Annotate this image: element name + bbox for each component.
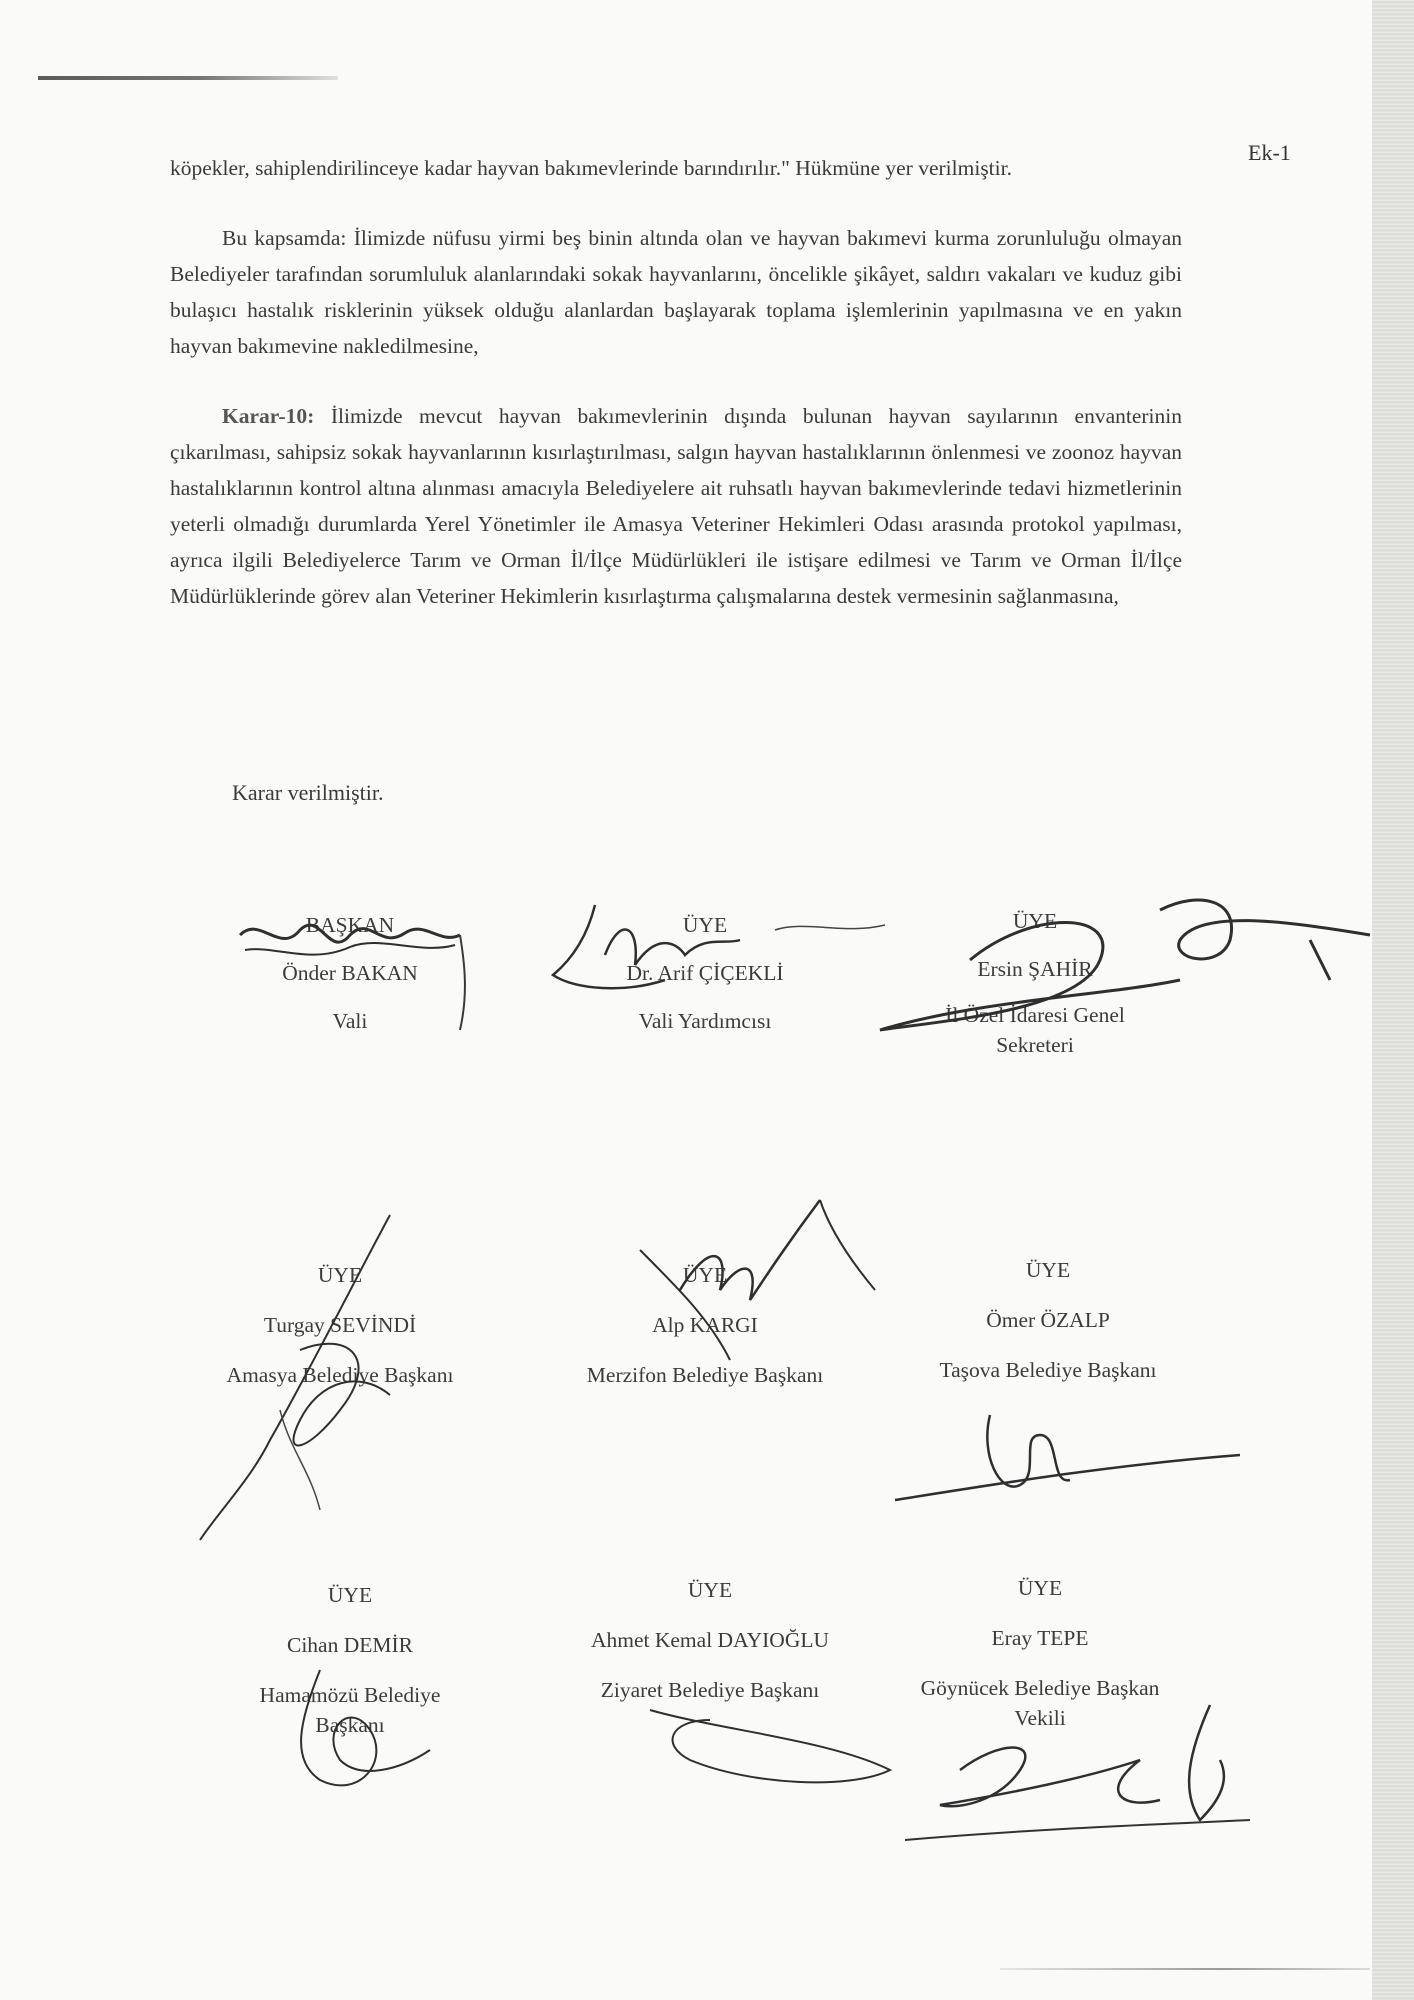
signatory-title: Göynücek Belediye Başkan	[920, 1676, 1160, 1700]
signatory-name: Önder BAKAN	[282, 961, 418, 985]
signatory-title: İl Özel İdaresi Genel	[945, 1003, 1125, 1027]
signatory-title: Amasya Belediye Başkanı	[226, 1363, 454, 1387]
signatory-role: ÜYE	[317, 1263, 363, 1287]
signatory-title: Vali	[332, 1009, 368, 1033]
signatory-member	[888, 1245, 1208, 1395]
signatory-name: Ersin ŞAHİR	[977, 957, 1093, 981]
signatory-role: ÜYE	[682, 1263, 728, 1287]
closing-statement: Karar verilmiştir.	[232, 780, 384, 805]
signatory-title: Ziyaret Belediye Başkanı	[600, 1678, 820, 1702]
signatory-name: Ahmet Kemal DAYIOĞLU	[590, 1628, 830, 1652]
signatory-name: Ömer ÖZALP	[986, 1308, 1110, 1332]
annex-label: Ek-1	[1248, 140, 1291, 165]
paragraph-decision-10	[170, 398, 1182, 614]
signatory-member	[875, 896, 1195, 1060]
footer-rule	[1000, 1968, 1370, 1970]
signatory-title: Merzifon Belediye Başkanı	[586, 1363, 824, 1387]
signatory-title-cont: Sekreteri	[996, 1033, 1074, 1057]
signatory-role: ÜYE	[1025, 1258, 1071, 1282]
signatory-member	[180, 1250, 500, 1400]
signatory-title-cont: Vekili	[1014, 1706, 1066, 1730]
signatory-name: Turgay SEVİNDİ	[263, 1313, 417, 1337]
signatory-member	[545, 900, 865, 1046]
signatory-role: ÜYE	[327, 1583, 373, 1607]
signatory-title-cont: Başkanı	[315, 1713, 385, 1737]
signatory-role: ÜYE	[1012, 909, 1058, 933]
signatory-member	[190, 1570, 510, 1740]
signatory-title: Taşova Belediye Başkanı	[939, 1358, 1157, 1382]
signatory-member	[550, 1565, 870, 1715]
signatory-name: Cihan DEMİR	[286, 1633, 413, 1657]
header-rule	[38, 76, 338, 80]
signatory-title: Hamamözü Belediye	[259, 1683, 441, 1707]
signatory-chairman	[190, 900, 510, 1046]
decision-text: İlimizde mevcut hayvan bakımevlerinin dışında bulunan hayvan sayılarının envanterinin çıkarılması, sahipsiz sokak hayvanlarının kısırlaştırılması, salgın hayvan hastalıklarının önlenmesi ve zoonoz hayvan hastalıklarının kontrol altına alınması amacıyla Belediyelere ait ruhsatlı hayvan bakımevlerinde tedavi hizmetlerinin yeterli olmadığı durumlarda Yerel Yönetimler ile Amasya Veteriner Hekimleri Odası arasında protokol yapılması, ayrıca ilgili Belediyelerce Tarım ve Orman İl/İlçe Müdürlükleri ile istişare edilmesi ve Tarım ve Orman İl/İlçe Müdürlüklerinde görev alan Veteriner Hekimlerin kısırlaştırma çalışmalarına destek vermesinin sağlanmasına,	[170, 404, 1182, 608]
signatory-role: ÜYE	[687, 1578, 733, 1602]
paragraph-scope: Bu kapsamda: İlimizde nüfusu yirmi beş binin altında olan ve hayvan bakımevi kurma zorunluluğu olmayan Belediyeler tarafından sorumluluk alanlarındaki sokak hayvanlarını, öncelikle şikâyet, saldırı vakaları ve kuduz gibi bulaşıcı hastalık risklerinin yüksek olduğu alanlardan başlayarak toplama işlemlerinin yapılmasına ve en yakın hayvan bakımevine nakledilmesine,	[170, 226, 1182, 358]
signatory-name: Alp KARGI	[652, 1313, 758, 1337]
decision-body	[170, 150, 1182, 644]
signature-scribble	[890, 1395, 1250, 1515]
paragraph-continuation: köpekler, sahiplendirilinceye kadar hayvan bakımevlerinde barındırılır." Hükmüne yer verilmiştir.	[170, 156, 1012, 180]
decision-number: Karar-10:	[222, 404, 315, 428]
signatory-member	[880, 1563, 1200, 1733]
signatory-member	[545, 1250, 865, 1400]
signatory-name: Dr. Arif ÇİÇEKLİ	[626, 961, 784, 985]
signatory-name: Eray TEPE	[991, 1626, 1089, 1650]
signatory-title: Vali Yardımcısı	[638, 1009, 772, 1033]
scan-edge	[1372, 0, 1414, 2000]
signatory-role: BAŞKAN	[305, 913, 395, 937]
signatory-role: ÜYE	[682, 913, 728, 937]
signatory-role: ÜYE	[1017, 1576, 1063, 1600]
